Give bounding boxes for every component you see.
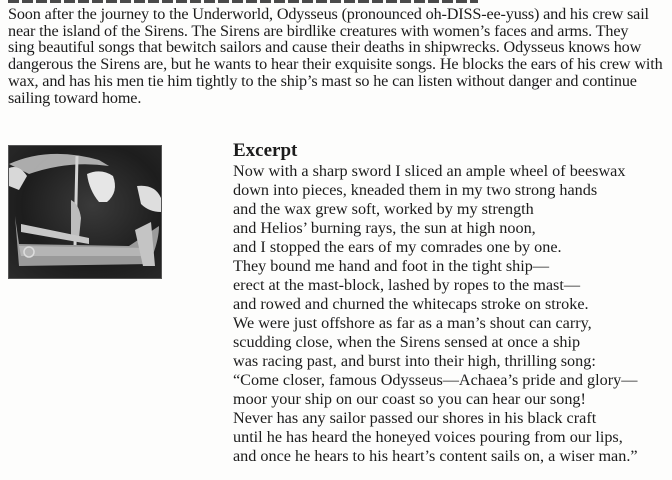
poem-line: Never has any sailor passed our shores in his black craft — [233, 409, 597, 427]
poem-line: moor your ship on our coast so you can hear our song! — [233, 390, 586, 408]
vase-painting-image — [8, 145, 162, 279]
poem-line: until he has heard the honeyed voices pouring from our lips, — [233, 428, 623, 446]
intro-paragraph — [8, 6, 672, 106]
poem-line: and Helios’ burning rays, the sun at high noon, — [233, 219, 536, 237]
poem-line: erect at the mast-block, lashed by ropes to the mast— — [233, 276, 581, 294]
ship-and-sirens-illustration — [9, 146, 161, 278]
poem-line: down into pieces, kneaded them in my two strong hands — [233, 181, 598, 199]
intro-line: Soon after the journey to the Underworld, Odysseus (pronounced oh-DISS-ee-yuss) and his crew sail — [8, 5, 649, 23]
excerpt-heading: Excerpt — [233, 140, 298, 161]
intro-line: near the island of the Sirens. The Sirens are birdlike creatures with women’s faces and arms. They — [8, 21, 629, 40]
poem-line: They bound me hand and foot in the tight ship— — [233, 257, 550, 275]
excerpt-section — [233, 140, 638, 466]
poem-line: and I stopped the ears of my comrades one by one. — [233, 238, 562, 256]
intro-line: wax, and has his men tie him tightly to the ship’s mast so he can listen without danger and continue — [8, 71, 637, 90]
poem-line: and once he hears to his heart’s content sails on, a wiser man.” — [233, 447, 638, 465]
poem-line: and the wax grew soft, worked by my strength — [233, 200, 534, 218]
poem-line: scudding close, when the Sirens sensed at once a ship — [233, 333, 581, 351]
poem-line: “Come closer, famous Odysseus—Achaea’s pride and glory— — [233, 371, 638, 389]
poem-line: and rowed and churned the whitecaps stroke on stroke. — [233, 295, 589, 313]
excerpt-poem — [233, 162, 638, 466]
poem-line: Now with a sharp sword I sliced an ample wheel of beeswax — [233, 162, 626, 180]
intro-line: dangerous the Sirens are, but he wants to hear their exquisite songs. He blocks the ears of his crew with — [8, 55, 663, 74]
poem-line: was racing past, and burst into their high, thrilling song: — [233, 352, 596, 370]
cropped-heading — [8, 0, 478, 3]
intro-line: sailing toward home. — [8, 88, 142, 107]
intro-line: sing beautiful songs that bewitch sailors and cause their deaths in shipwrecks. Odysseus knows how — [8, 38, 642, 57]
poem-line: We were just offshore as far as a man’s shout can carry, — [233, 314, 592, 332]
